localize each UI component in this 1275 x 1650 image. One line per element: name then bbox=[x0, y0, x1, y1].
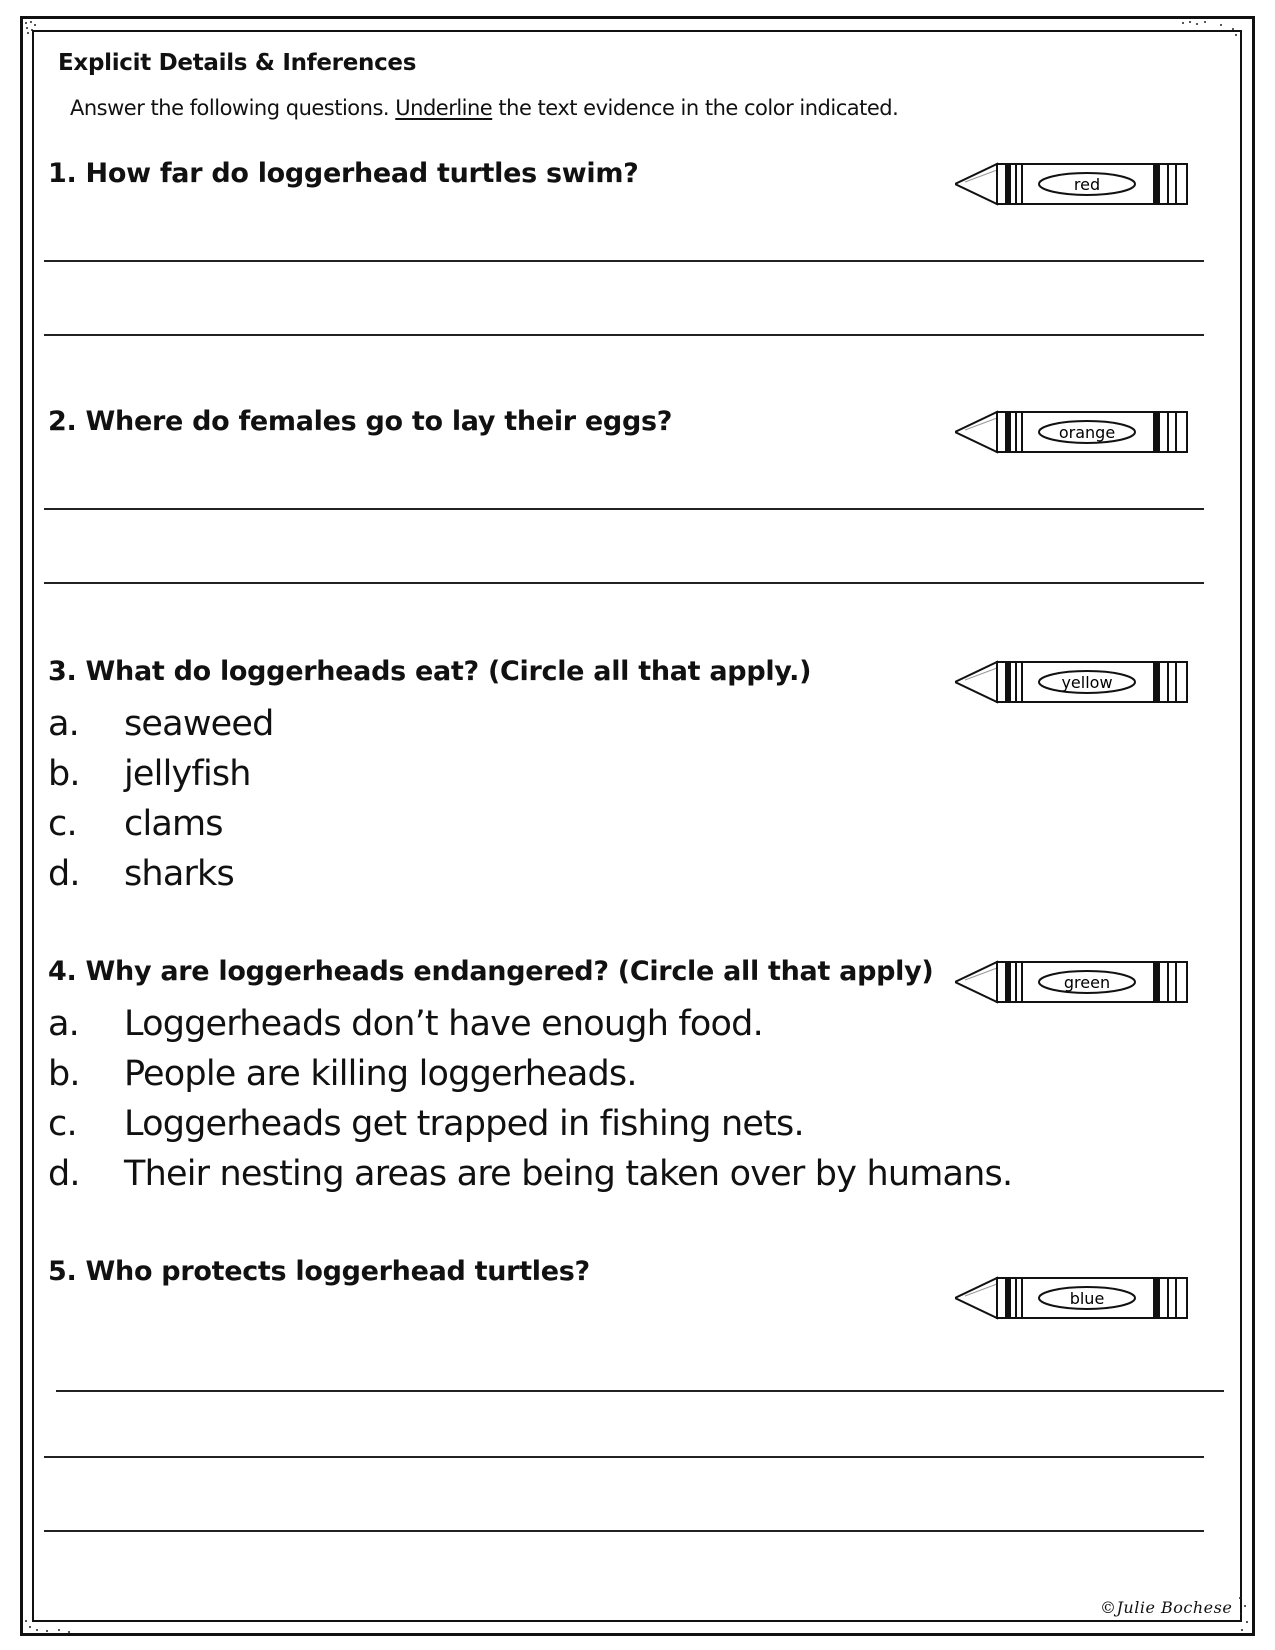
answer-line-2b[interactable] bbox=[44, 582, 1204, 584]
q4-option-c[interactable] bbox=[48, 1104, 804, 1144]
q4-option-d[interactable] bbox=[48, 1154, 1012, 1194]
q3-option-a[interactable] bbox=[48, 704, 274, 744]
q3-option-letter: b. bbox=[48, 754, 80, 794]
question-3: 3. What do loggerheads eat? (Circle all that apply.) bbox=[48, 656, 812, 687]
instructions-text-end: the text evidence in the color indicated. bbox=[492, 96, 899, 120]
crayon-yellow-icon bbox=[955, 658, 1190, 706]
corner-dots-top-left bbox=[24, 20, 38, 34]
crayon-label-orange: orange bbox=[1058, 423, 1116, 442]
author-signature: ©Julie Bochese bbox=[1100, 1598, 1233, 1617]
q3-option-letter: a. bbox=[48, 704, 79, 744]
crayon-label-red: red bbox=[1073, 175, 1101, 194]
q3-option-text: clams bbox=[124, 804, 223, 844]
q3-option-c[interactable] bbox=[48, 804, 223, 844]
crayon-label-yellow: yellow bbox=[1061, 673, 1113, 692]
crayon-label-green: green bbox=[1063, 973, 1111, 992]
q3-option-d[interactable] bbox=[48, 854, 234, 894]
q3-option-letter: c. bbox=[48, 804, 77, 844]
crayon-green-icon bbox=[955, 958, 1190, 1006]
question-5: 5. Who protects loggerhead turtles? bbox=[48, 1256, 590, 1287]
worksheet-heading: Explicit Details & Inferences bbox=[58, 50, 417, 76]
q3-option-b[interactable] bbox=[48, 754, 251, 794]
corner-dots-bottom-right bbox=[1236, 1595, 1256, 1635]
q4-option-a[interactable] bbox=[48, 1004, 763, 1044]
q3-option-text: sharks bbox=[124, 854, 234, 894]
instructions-text-start: Answer the following questions. bbox=[70, 96, 396, 120]
instructions-underline-word: Underline bbox=[395, 96, 493, 120]
question-4: 4. Why are loggerheads endangered? (Circle all that apply) bbox=[48, 956, 934, 987]
corner-dots-bottom-left bbox=[24, 1620, 74, 1634]
question-2: 2. Where do females go to lay their eggs? bbox=[48, 406, 673, 437]
q3-option-letter: d. bbox=[48, 854, 80, 894]
q4-option-b[interactable] bbox=[48, 1054, 637, 1094]
answer-line-5c[interactable] bbox=[44, 1530, 1204, 1532]
question-1: 1. How far do loggerhead turtles swim? bbox=[48, 158, 639, 189]
q4-option-text: Loggerheads don’t have enough food. bbox=[124, 1004, 763, 1044]
q4-option-text: People are killing loggerheads. bbox=[124, 1054, 637, 1094]
crayon-blue-icon bbox=[955, 1274, 1190, 1322]
answer-line-1b[interactable] bbox=[44, 334, 1204, 336]
q3-option-text: seaweed bbox=[124, 704, 274, 744]
crayon-orange-icon bbox=[955, 408, 1190, 456]
corner-dots-top-right bbox=[1180, 20, 1240, 34]
crayon-red-icon bbox=[955, 160, 1190, 208]
q3-option-text: jellyfish bbox=[124, 754, 251, 794]
crayon-label-blue: blue bbox=[1069, 1289, 1105, 1308]
q4-option-text: Their nesting areas are being taken over by humans. bbox=[124, 1154, 1013, 1194]
q4-option-text: Loggerheads get trapped in fishing nets. bbox=[124, 1104, 804, 1144]
q4-option-letter: c. bbox=[48, 1104, 77, 1144]
instructions bbox=[70, 96, 898, 120]
q4-option-letter: d. bbox=[48, 1154, 80, 1194]
answer-line-1a[interactable] bbox=[44, 260, 1204, 262]
q4-option-letter: b. bbox=[48, 1054, 80, 1094]
q4-option-letter: a. bbox=[48, 1004, 79, 1044]
answer-line-5b[interactable] bbox=[44, 1456, 1204, 1458]
answer-line-2a[interactable] bbox=[44, 508, 1204, 510]
answer-line-5a[interactable] bbox=[56, 1390, 1224, 1392]
